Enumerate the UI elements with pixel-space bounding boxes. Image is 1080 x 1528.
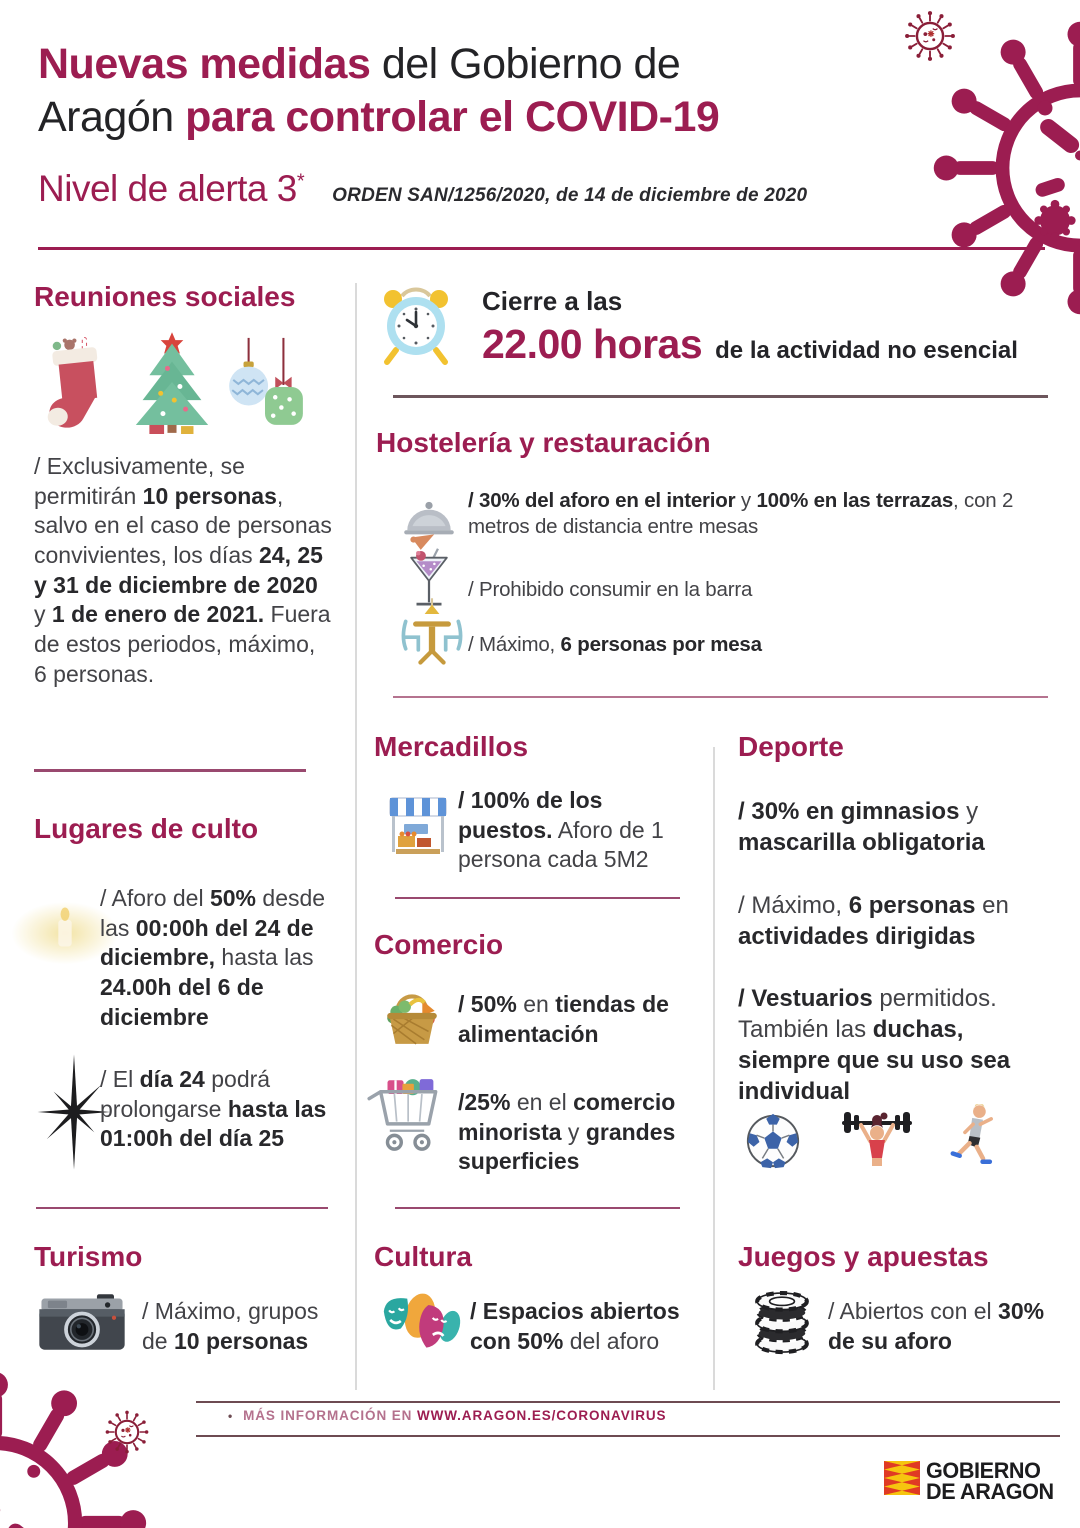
closing-suffix: de la actividad no esencial [715,337,1018,364]
footer-rule-top [196,1401,1060,1403]
footer-info-url: WWW.ARAGON.ES/CORONAVIRUS [416,1408,667,1423]
hosteleria-item-1: / 30% del aforo en el interior y 100% en las terrazas, con 2 metros de distancia entre mesas [468,489,1014,539]
page-title [38,38,719,145]
mercadillos-rule [395,897,680,899]
column-divider-right [713,747,715,1390]
header-rule [38,247,1045,250]
deporte-item-3: / Vestuarios permitidos. También las duchas, siempre que su uso sea individual [738,985,1011,1105]
lugares-rule [36,1207,328,1209]
closing-block [482,286,1018,368]
deporte-item-1: / 30% en gimnasios y mascarilla obligatoria [738,798,985,856]
logo-line2: DE ARAGON [926,1478,1054,1504]
section-title-lugares: Lugares de culto [34,813,259,844]
section-title-mercadillos: Mercadillos [374,731,529,762]
section-title-hosteleria: Hostelería y restauración [376,427,711,458]
market-stall-icon [384,792,452,860]
comercio-item-1: / 50% en tiendas de alimentación [458,991,669,1047]
column-divider-left [355,283,357,1390]
reuniones-rule [34,769,306,772]
section-title-deporte: Deporte [738,731,844,762]
runner-icon [946,1098,1002,1174]
lugares-item-1: / Aforo del 50% desde las 00:00h del 24 de diciembre, hasta las 24.00h del 6 de diciembre [100,885,326,1030]
virus-small-icon [103,1408,151,1456]
deporte-item-2: / Máximo, 6 personas en actividades dirigidas [738,892,1009,950]
footer-info-label: MÁS INFORMACIÓN EN [243,1408,417,1423]
gobierno-aragon-logo [884,1458,1059,1504]
comercio-rule [395,1207,680,1209]
closing-rule [393,395,1048,398]
poker-chips-icon [752,1286,812,1356]
virus-big-icon [930,18,1080,318]
page-title-line1: Nuevas medidas del Gobierno de [38,40,681,88]
shopping-cart-icon [364,1078,450,1156]
alert-asterisk: * [296,170,305,193]
alert-level-row [38,168,807,210]
table-chairs-icon [392,598,472,668]
alert-level: Nivel de alerta 3* [38,168,305,209]
logo-line1: GOBIERNO [926,1458,1041,1483]
logo-text [926,1458,1054,1504]
baubles-icon [222,336,308,434]
section-title-reuniones: Reuniones sociales [34,281,296,312]
comercio-item-2: /25% en el comercio minorista y grandes superficies [458,1089,676,1175]
footer-bullet: • [228,1409,234,1423]
page-title-line2: Aragón para controlar el COVID-19 [38,93,720,142]
reuniones-body: / Exclusivamente, se permitirán 10 personas, salvo en el caso de personas convivientes, los días 24, 25 y 31 de diciembre de 2020 y 1 de enero de 2021. Fuera de estos periodos, máximo, 6 personas. [34,453,332,687]
hosteleria-item-3: / Máximo, 6 personas por mesa [468,633,762,656]
aragon-flag-icon [884,1461,920,1495]
weightlifting-icon [836,1106,918,1172]
alarm-clock-icon [376,283,456,369]
theater-masks-icon [376,1288,464,1354]
section-title-juegos: Juegos y apuestas [738,1241,989,1272]
order-reference: ORDEN SAN/1256/2020, de 14 de diciembre de 2020 [332,185,808,206]
hosteleria-rule [393,696,1048,698]
section-title-comercio: Comercio [374,929,504,960]
christmas-tree-icon [128,330,216,434]
footer-info [228,1408,666,1423]
food-basket-icon [378,984,446,1048]
christmas-stocking-icon [40,334,114,434]
camera-icon [36,1290,128,1354]
closing-line1: Cierre a las [482,286,623,316]
cultura-item-1: / Espacios abiertos con 50% del aforo [470,1298,680,1354]
mercadillos-item-1: / 100% de los puestos. Aforo de 1 persona cada 5M2 [458,787,664,873]
lugares-item-2: / El día 24 podrá prolongarse hasta las 01:00h del día 25 [100,1066,327,1152]
turismo-item-1: / Máximo, grupos de 10 personas [142,1298,319,1354]
section-title-cultura: Cultura [374,1241,472,1272]
footer-rule-bottom [196,1435,1060,1437]
juegos-item-1: / Abiertos con el 30% de su aforo [828,1298,1045,1354]
closing-time: 22.00 horas [482,321,703,367]
soccer-ball-icon [744,1112,802,1170]
hosteleria-item-2: / Prohibido consumir en la barra [468,578,753,601]
section-title-turismo: Turismo [34,1241,143,1272]
